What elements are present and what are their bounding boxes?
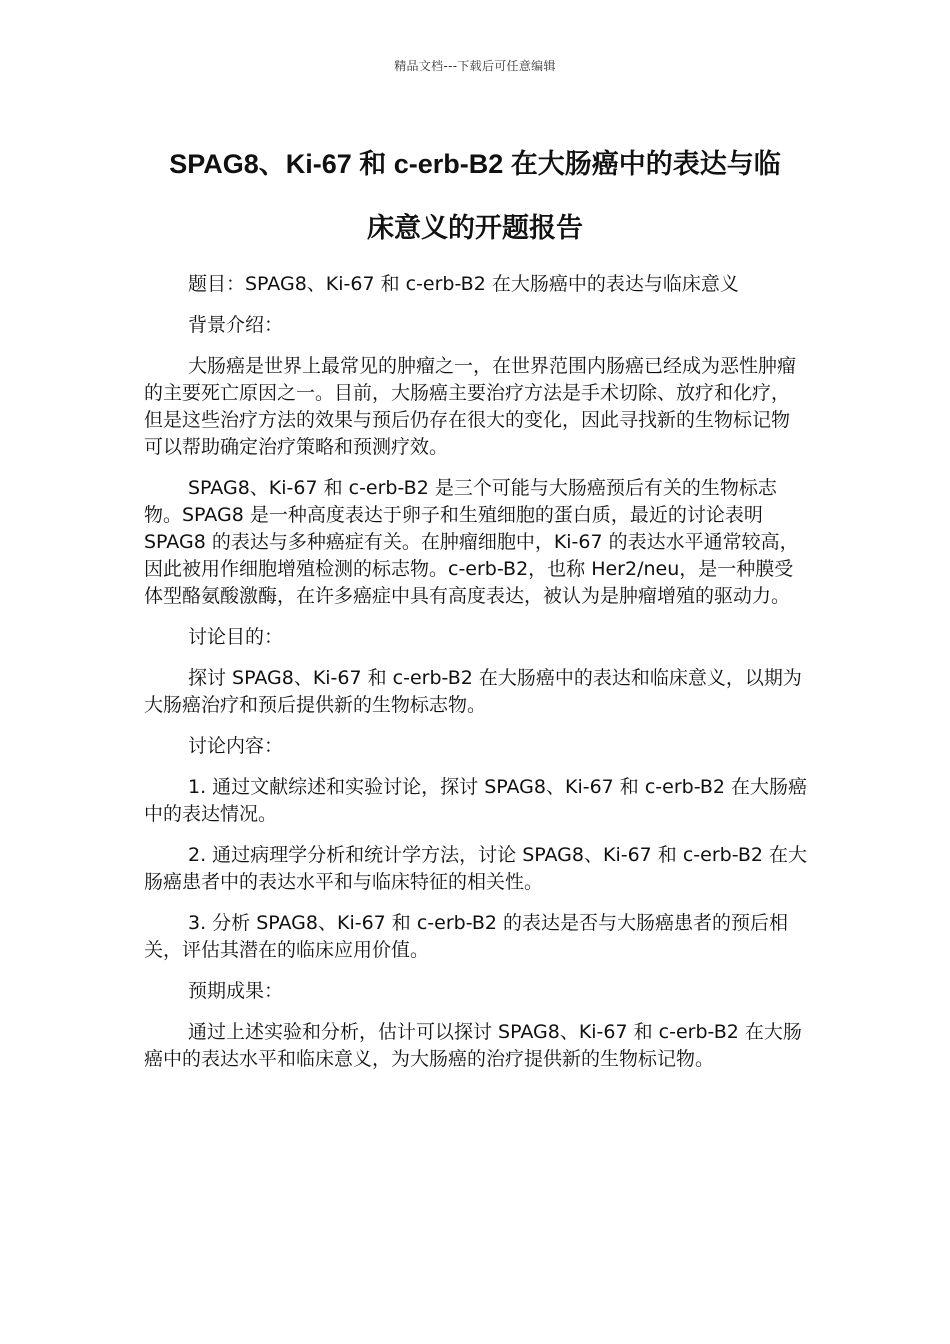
background-paragraph-1: 大肠癌是世界上最常见的肿瘤之一，在世界范围内肠癌已经成为恶性肿瘤的主要死亡原因之一。目前，大肠癌主要治疗方法是手术切除、放疗和化疗，但是这些治疗方法的效果与预后仍存在很大的变化，因此寻找新的生物标记物可以帮助确定治疗策略和预测疗效。 (144, 355, 797, 458)
topic-line: 题目：SPAG8、Ki-67 和 c-erb-B2 在大肠癌中的表达与临床意义 (188, 273, 739, 295)
content-item-2: 2. 通过病理学分析和统计学方法，讨论 SPAG8、Ki-67 和 c-erb-B2 在大肠癌患者中的表达水平和与临床特征的相关性。 (144, 844, 808, 893)
results-heading: 预期成果： (188, 980, 284, 1002)
purpose-heading: 讨论目的： (188, 626, 284, 648)
title-line-1: SPAG8、Ki-67 和 c-erb-B2 在大肠癌中的表达与临 (169, 149, 781, 179)
results-paragraph: 通过上述实验和分析，估计可以探讨 SPAG8、Ki-67 和 c-erb-B2 在大肠癌中的表达水平和临床意义，为大肠癌的治疗提供新的生物标记物。 (144, 1021, 802, 1070)
header-note: 精品文档---下载后可任意编辑 (394, 59, 556, 73)
purpose-paragraph: 探讨 SPAG8、Ki-67 和 c-erb-B2 在大肠癌中的表达和临床意义，以期为大肠癌治疗和预后提供新的生物标志物。 (144, 667, 802, 716)
background-heading: 背景介绍： (188, 314, 284, 336)
content-heading: 讨论内容： (188, 735, 284, 757)
document-body (144, 271, 808, 1087)
title-line-2: 床意义的开题报告 (367, 213, 583, 243)
background-paragraph-2: SPAG8、Ki-67 和 c-erb-B2 是三个可能与大肠癌预后有关的生物标志物。SPAG8 是一种高度表达于卵子和生殖细胞的蛋白质，最近的讨论表明 SPAG8 的表达与多种癌症有关。在肿瘤细胞中，Ki-67 的表达水平通常较高，因此被用作细胞增殖检测的标志物。c-erb-B2，也称 Her2/neu，是一种膜受体型酪氨酸激酶，在许多癌症中具有高度表达，被认为是肿瘤增殖的驱动力。 (144, 477, 799, 607)
content-item-1: 1. 通过文献综述和实验讨论，探讨 SPAG8、Ki-67 和 c-erb-B2 在大肠癌中的表达情况。 (144, 776, 808, 825)
content-item-3: 3. 分析 SPAG8、Ki-67 和 c-erb-B2 的表达是否与大肠癌患者的预后相关，评估其潜在的临床应用价值。 (144, 912, 789, 961)
document-title (120, 132, 830, 260)
